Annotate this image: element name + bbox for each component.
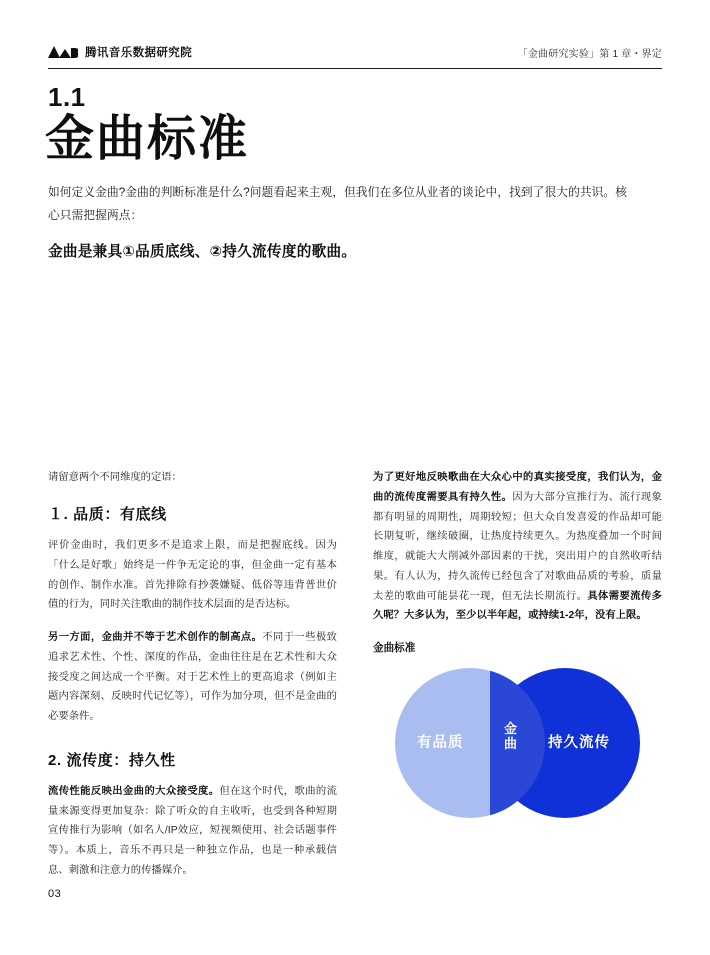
subsection-quality-paragraph-1: 评价金曲时，我们更多不是追求上限，而是把握底线。因为「什么是好歌」始终是一件争无定论的事，但金曲一定有基本的创作、制作水准。首先排除有抄袭嫌疑、低俗等违背普世价值的行为，同时关注歌曲的制作技术层面的是否达标。 (48, 540, 337, 611)
venn-label-intersection: 金曲 (503, 721, 518, 751)
tmdc-logo-icon (48, 46, 78, 59)
section-number: 1.1 (48, 82, 86, 112)
brand-block (48, 44, 192, 60)
right-column (373, 468, 662, 639)
subsection-quality-heading: １. 品质：有底线 (48, 506, 167, 524)
subsection-quality-paragraph-2-rest: 不同于一些极致追求艺术性、个性、深度的作品，金曲往往是在艺术性和大众接受度之间达成一个平衡。对于艺术性上的更高追求（例如主题内容深刻、反映时代记忆等），可作为加分项，但不是金曲的必要条件。 (48, 632, 337, 723)
subsection-spread-paragraph-1-rest: 但在这个时代，歌曲的流量来源变得更加复杂：除了听众的自主收听，也受到各种短期宣传推行为影响（如名人/IP效应，短视频使用、社会话题事件等）。本质上，音乐不再只是一种独立作品，也是一种承载信息、刺激和注意力的传播媒介。 (48, 785, 337, 876)
subsection-spread-heading: 2. 流传度：持久性 (48, 751, 176, 769)
subsection-spread-paragraph-1-lead: 流传性能反映出金曲的大众接受度。 (48, 785, 220, 797)
right-column-paragraph-body: 因为大部分宣推行为、流行现象都有明显的周期性，周期较短；但大众自发喜爱的作品却可能长期复听，继续破圈，让热度持续更久。为热度叠加一个时间维度，就能大大削减外部因素的干扰，突出用户的自然收听结果。有人认为，持久流传已经包含了对歌曲品质的考验，质量太差的歌曲可能昙花一现，但无法长期流行。 (373, 491, 662, 602)
venn-label-quality: 有品质 (417, 735, 464, 751)
intro-paragraph: 如何定义金曲?金曲的判断标准是什么?问题看起来主观，但我们在多位从业者的谈论中，找到了很大的共识。核心只需把握两点： (48, 186, 628, 222)
venn-diagram (395, 668, 645, 818)
left-column-note: 请留意两个不同维度的定语： (48, 472, 182, 483)
venn-label-longevity: 持久流传 (548, 735, 610, 751)
brand-name: 腾讯音乐数据研究院 (85, 47, 193, 59)
right-column-paragraph (373, 468, 662, 626)
figure-caption: 金曲标准 (373, 642, 416, 654)
subsection-quality-paragraph-2-lead: 另一方面，金曲并不等于艺术创作的制高点。 (48, 632, 263, 644)
header-chapter-label: 「金曲研究实验」第 1 章・界定 (517, 48, 662, 60)
right-column-paragraph-lead: 为了更好地反映歌曲在大众心中的真实接受度，我们认为，金曲的流传度需要具有持久性。 (373, 472, 662, 503)
left-column (48, 468, 337, 894)
intro-statement: 金曲是兼具①品质底线、②持久流传度的歌曲。 (48, 244, 357, 260)
subsection-quality-paragraph-2 (48, 628, 337, 727)
page-title: 金曲标准 (45, 112, 250, 166)
right-column-paragraph-tail: 具体需要流传多久呢？大多认为，至少以半年起，或持续1-2年，没有上限。 (373, 590, 662, 622)
page-number: 03 (48, 888, 62, 900)
subsection-spread-paragraph-1 (48, 782, 337, 881)
page-header (48, 44, 662, 69)
